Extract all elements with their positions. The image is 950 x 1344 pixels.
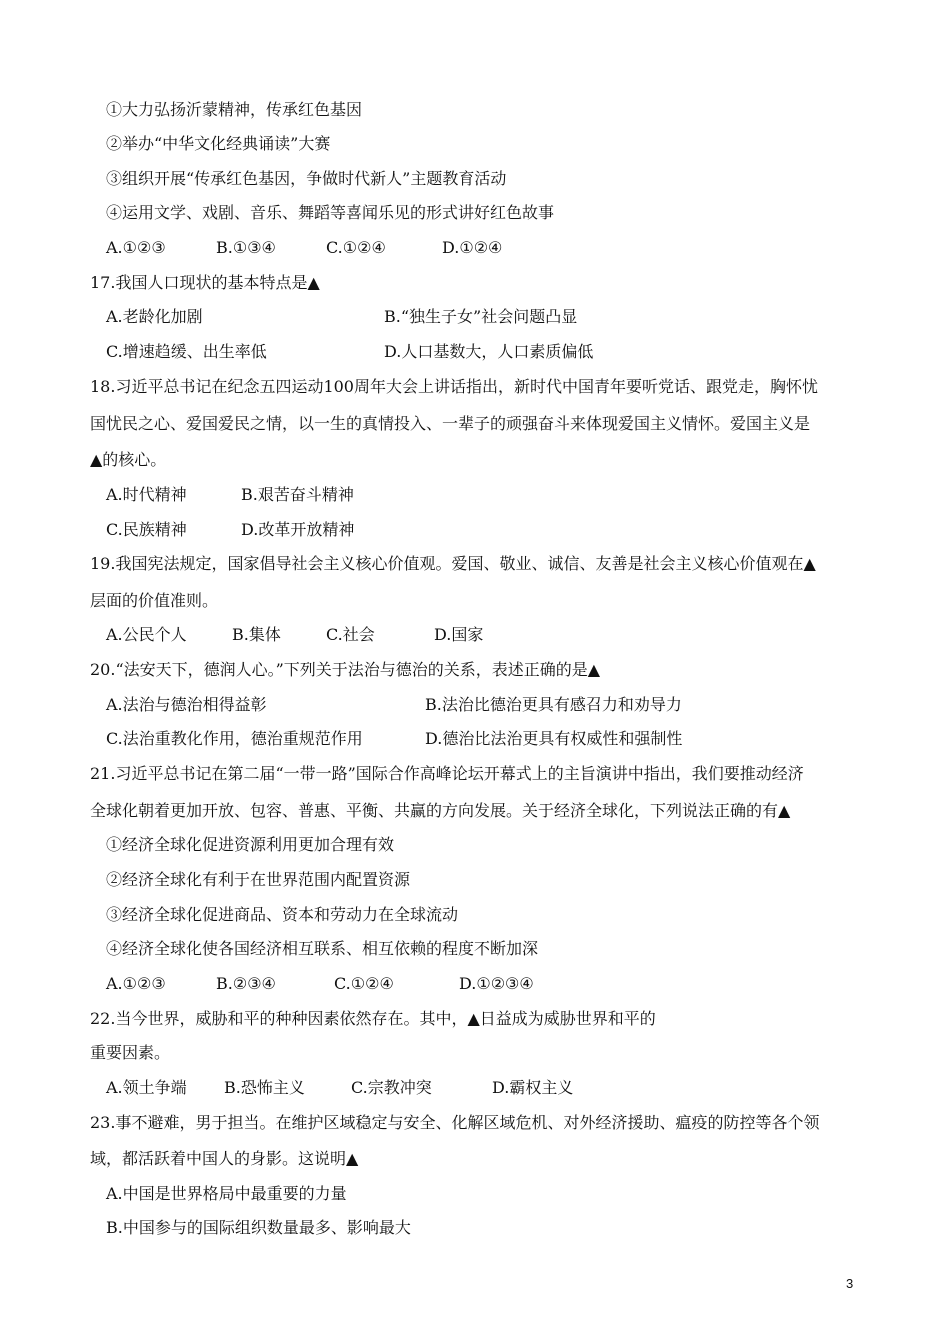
- q18-option-a: A.时代精神: [106, 485, 187, 504]
- q18-option-d: D.改革开放精神: [241, 520, 355, 539]
- q20-option-d: D.德治比法治更具有权威性和强制性: [425, 729, 683, 748]
- q16-option-a: A.①②③: [106, 238, 166, 257]
- q17-option-a: A.老龄化加剧: [106, 307, 203, 326]
- q18-stem-line-3: ▲的核心。: [90, 450, 167, 469]
- q18-stem-line-2: 国忧民之心、爱国爱民之情，以一生的真情投入、一辈子的顽强奋斗来体现爱国主义情怀。爱国主义是: [90, 414, 811, 433]
- q19-option-b: B.集体: [232, 625, 281, 644]
- q18-stem-line-1: 18.习近平总书记在纪念五四运动100周年大会上讲话指出，新时代中国青年要听党话、跟党走，胸怀忧: [90, 377, 818, 396]
- q20-option-a: A.法治与德治相得益彰: [106, 695, 267, 714]
- q21-option-c: C.①②④: [334, 974, 394, 993]
- q20-option-c: C.法治重教化作用，德治重规范作用: [106, 729, 363, 748]
- q23-stem-line-1: 23.事不避难，男于担当。在维护区域稳定与安全、化解区域危机、对外经济援助、瘟疫的防控等各个领: [90, 1113, 820, 1132]
- q16-item-3: ③组织开展“传承红色基因，争做时代新人”主题教育活动: [106, 169, 507, 188]
- q17-stem: 17.我国人口现状的基本特点是▲: [90, 273, 320, 292]
- q22-option-a: A.领土争端: [106, 1078, 187, 1097]
- q21-stem-line-2: 全球化朝着更加开放、包容、普惠、平衡、共赢的方向发展。关于经济全球化，下列说法正确的有▲: [90, 801, 791, 820]
- q19-stem-line-1: 19.我国宪法规定，国家倡导社会主义核心价值观。爱国、敬业、诚信、友善是社会主义核心价值观在▲: [90, 554, 816, 573]
- q21-item-1: ①经济全球化促进资源利用更加合理有效: [106, 835, 395, 854]
- q22-option-b: B.恐怖主义: [224, 1078, 305, 1097]
- page-number: 3: [846, 1276, 854, 1291]
- q21-option-b: B.②③④: [216, 974, 276, 993]
- q21-item-4: ④经济全球化使各国经济相互联系、相互依赖的程度不断加深: [106, 939, 539, 958]
- q20-stem: 20.“法安天下，德润人心。”下列关于法治与德治的关系，表述正确的是▲: [90, 660, 601, 679]
- q22-option-c: C.宗教冲突: [351, 1078, 432, 1097]
- q17-option-b: B.“独生子女”社会问题凸显: [384, 307, 578, 326]
- q18-option-b: B.艰苦奋斗精神: [241, 485, 354, 504]
- q21-item-2: ②经济全球化有利于在世界范围内配置资源: [106, 870, 411, 889]
- q17-option-c: C.增速趋缓、出生率低: [106, 342, 267, 361]
- q19-stem-line-2: 层面的价值准则。: [90, 591, 219, 610]
- q22-stem-line-2: 重要因素。: [90, 1043, 171, 1062]
- q16-option-c: C.①②④: [326, 238, 386, 257]
- q21-stem-line-1: 21.习近平总书记在第二届“一带一路”国际合作高峰论坛开幕式上的主旨演讲中指出，我们要推动经济: [90, 764, 804, 783]
- q19-option-a: A.公民个人: [106, 625, 187, 644]
- q23-option-b: B.中国参与的国际组织数量最多、影响最大: [106, 1218, 411, 1237]
- q21-option-d: D.①②③④: [459, 974, 534, 993]
- q16-item-1: ①大力弘扬沂蒙精神，传承红色基因: [106, 100, 363, 119]
- q16-option-d: D.①②④: [442, 238, 503, 257]
- q19-option-d: D.国家: [434, 625, 484, 644]
- q21-item-3: ③经济全球化促进商品、资本和劳动力在全球流动: [106, 905, 459, 924]
- q20-option-b: B.法治比德治更具有感召力和劝导力: [425, 695, 682, 714]
- q18-option-c: C.民族精神: [106, 520, 187, 539]
- q21-option-a: A.①②③: [106, 974, 166, 993]
- q23-stem-line-2: 域，都活跃着中国人的身影。这说明▲: [90, 1149, 359, 1168]
- q22-option-d: D.霸权主义: [492, 1078, 574, 1097]
- q17-option-d: D.人口基数大，人口素质偏低: [384, 342, 594, 361]
- q22-stem-line-1: 22.当今世界，威胁和平的种种因素依然存在。其中，▲日益成为威胁世界和平的: [90, 1009, 656, 1028]
- q16-item-2: ②举办“中华文化经典诵读”大赛: [106, 134, 331, 153]
- q16-item-4: ④运用文学、戏剧、音乐、舞蹈等喜闻乐见的形式讲好红色故事: [106, 203, 555, 222]
- q19-option-c: C.社会: [326, 625, 375, 644]
- q23-option-a: A.中国是世界格局中最重要的力量: [106, 1184, 347, 1203]
- q16-option-b: B.①③④: [216, 238, 276, 257]
